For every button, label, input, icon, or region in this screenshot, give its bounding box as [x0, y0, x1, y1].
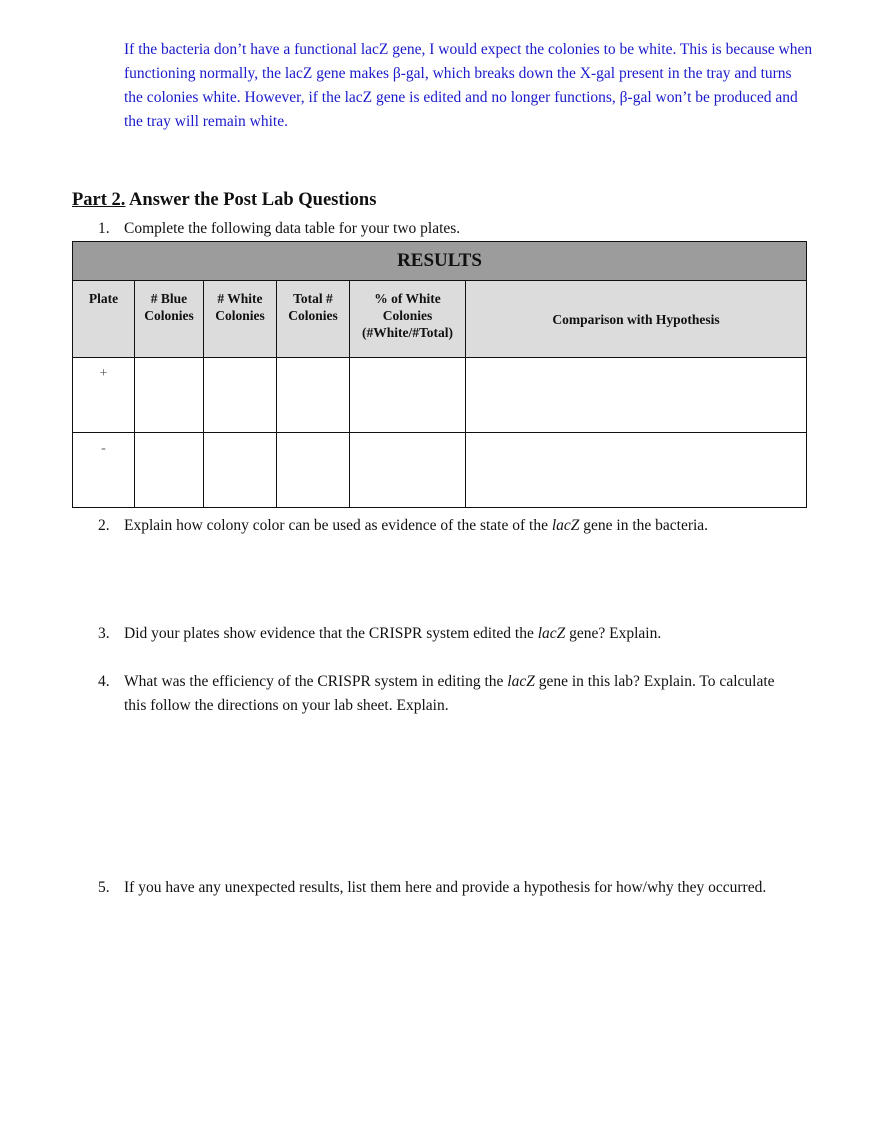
part-2-title: Answer the Post Lab Questions [125, 190, 377, 210]
total-count-cell[interactable] [277, 358, 350, 433]
question-text: Explain how colony color can be used as evidence of the state of the lacZ gene in the bacteria. [124, 517, 709, 534]
plate-cell: + [73, 358, 135, 433]
question-3 [98, 622, 798, 646]
comparison-cell[interactable] [466, 358, 807, 433]
question-text: Did your plates show evidence that the CRISPR system edited the lacZ gene? Explain. [124, 625, 662, 642]
question-text: What was the efficiency of the CRISPR system in editing the lacZ gene in this lab? Explain. To calculate this follow the directions on your lab sheet. Explain. [124, 673, 775, 714]
question-text: If you have any unexpected results, list them here and provide a hypothesis for how/why they occurred. [124, 879, 767, 896]
question-number: 3. [98, 625, 110, 642]
header-total-colonies: Total # Colonies [277, 281, 350, 358]
table-row [73, 358, 807, 433]
question-2 [98, 514, 798, 538]
white-count-cell[interactable] [204, 433, 277, 508]
percent-white-cell[interactable] [350, 358, 466, 433]
results-table [72, 241, 807, 508]
header-percent-white: % of White Colonies (#White/#Total) [350, 281, 466, 358]
header-blue-colonies: # Blue Colonies [135, 281, 204, 358]
question-number: 2. [98, 517, 110, 534]
question-number: 4. [98, 673, 110, 690]
question-number: 5. [98, 879, 110, 896]
part-2-heading [72, 190, 376, 211]
blue-count-cell[interactable] [135, 358, 204, 433]
question-number: 1. [98, 220, 110, 237]
question-1 [98, 217, 798, 241]
comparison-cell[interactable] [466, 433, 807, 508]
percent-white-cell[interactable] [350, 433, 466, 508]
total-count-cell[interactable] [277, 433, 350, 508]
header-plate: Plate [73, 281, 135, 358]
header-white-colonies: # White Colonies [204, 281, 277, 358]
question-text: Complete the following data table for your two plates. [124, 220, 461, 237]
plate-cell: - [73, 433, 135, 508]
table-row [73, 433, 807, 508]
header-comparison: Comparison with Hypothesis [466, 281, 807, 358]
hypothesis-answer: If the bacteria don’t have a functional lacZ gene, I would expect the colonies to be white. This is because when functioning normally, the lacZ gene makes β-gal, which breaks down the X-gal present in the tray and turns the colonies white. However, if the lacZ gene is edited and no longer functions, β-gal won’t be produced and the tray will remain white. [124, 41, 813, 130]
question-5 [98, 876, 798, 900]
question-4 [98, 670, 798, 718]
part-2-label: Part 2. [72, 190, 126, 210]
results-title: RESULTS [73, 242, 807, 281]
white-count-cell[interactable] [204, 358, 277, 433]
blue-count-cell[interactable] [135, 433, 204, 508]
